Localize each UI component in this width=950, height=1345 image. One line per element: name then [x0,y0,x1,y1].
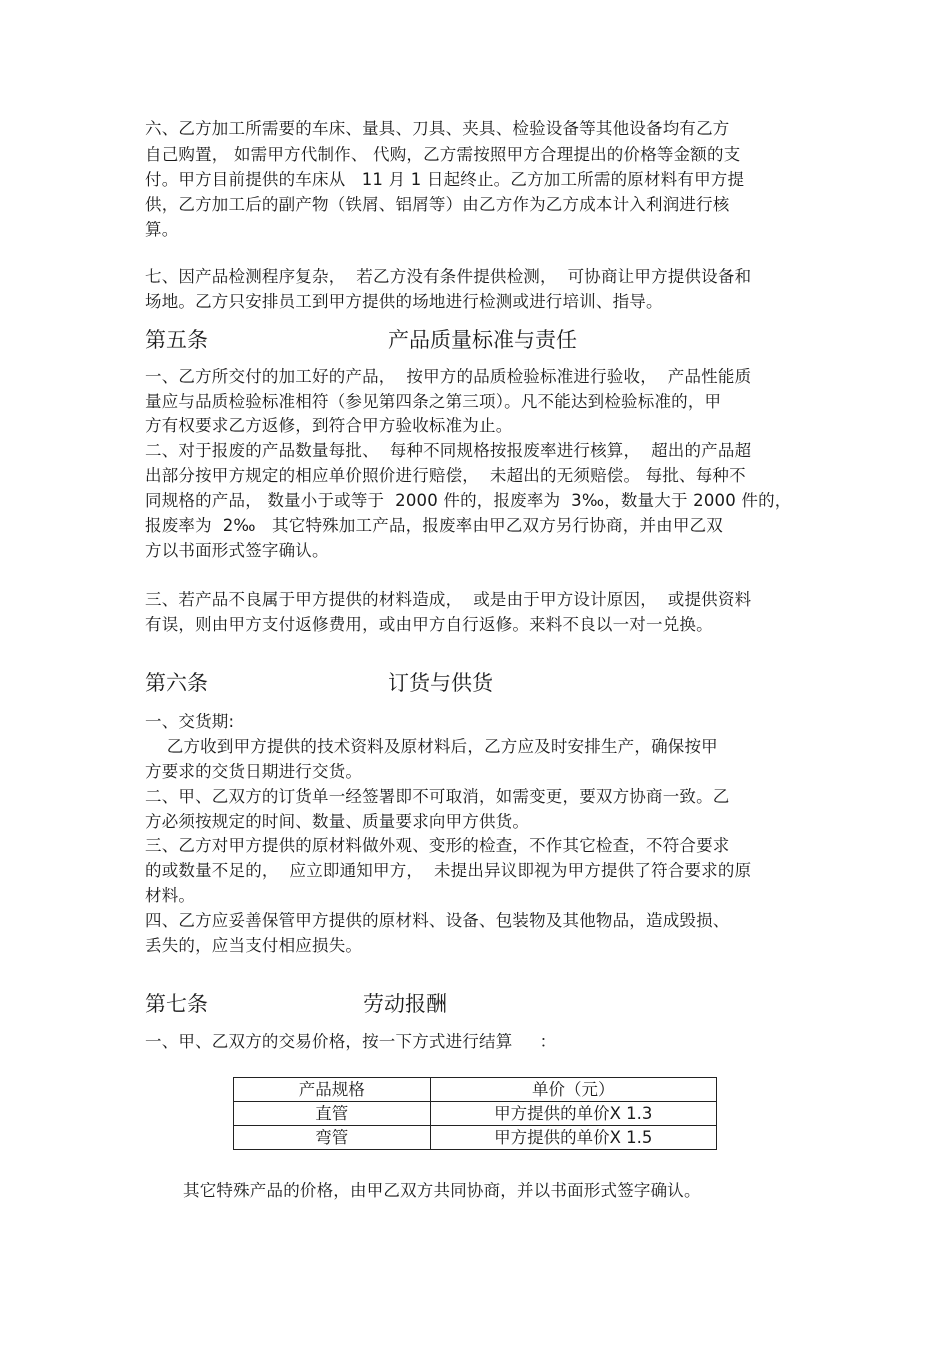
paragraph-line: 场地。乙方只安排员工到甲方提供的场地进行检测或进行培训、指导。 [145,292,663,311]
article-title: 劳动报酬 [363,992,447,1016]
article-number: 第六条 [145,671,208,695]
paragraph-line: 四、乙方应妥善保管甲方提供的原材料、设备、包装物及其他物品，造成毁损、 [145,911,730,930]
paragraph-line: 付。甲方目前提供的车床从 11 月 1 日起终止。乙方加工所需的原材料有甲方提 [145,170,745,189]
table-cell: 弯管 [234,1126,431,1150]
paragraph-line: 同规格的产品， 数量小于或等于 2000 件的，报废率为 3‰，数量大于 2000 件的， [145,491,792,510]
table-header-row [234,1078,717,1102]
table-cell: 甲方提供的单价X 1.5 [430,1126,716,1150]
paragraph-line: 一、甲、乙双方的交易价格，按一下方式进行结算 ： [145,1032,557,1051]
paragraph-line: 二、对于报废的产品数量每批、 每种不同规格按报废率进行核算， 超出的产品超 [145,441,752,460]
paragraph-line: 三、乙方对甲方提供的原材料做外观、变形的检查，不作其它检查，不符合要求 [145,836,730,855]
article-title: 产品质量标准与责任 [388,328,577,352]
paragraph-line: 其它特殊产品的价格，由甲乙双方共同协商，并以书面形式签字确认。 [183,1181,701,1200]
table-cell: 直管 [234,1102,431,1126]
table-header-cell: 产品规格 [234,1078,431,1102]
paragraph-line: 乙方收到甲方提供的技术资料及原材料后，乙方应及时安排生产，确保按甲 [145,737,718,756]
paragraph-line: 二、甲、乙双方的订货单一经签署即不可取消，如需变更，要双方协商一致。乙 [145,787,730,806]
paragraph-line: 材料。 [145,886,196,905]
table-cell: 甲方提供的单价X 1.3 [430,1102,716,1126]
paragraph-line: 三、若产品不良属于甲方提供的材料造成， 或是由于甲方设计原因， 或提供资料 [145,590,752,609]
paragraph-line: 供，乙方加工后的副产物（铁屑、铝屑等）由乙方作为乙方成本计入利润进行核 [145,195,730,214]
paragraph-line: 算。 [145,220,179,239]
paragraph-line: 有误，则由甲方支付返修费用，或由甲方自行返修。来料不良以一对一兑换。 [145,615,713,634]
price-table [233,1077,717,1150]
paragraph-line: 自己购置， 如需甲方代制作、 代购，乙方需按照甲方合理提出的价格等金额的支 [145,145,741,164]
paragraph-line: 方有权要求乙方返修，到符合甲方验收标准为止。 [145,416,513,435]
paragraph-line: 出部分按甲方规定的相应单价照价进行赔偿， 未超出的无须赔偿。 每批、每种不 [145,466,746,485]
paragraph-line: 的或数量不足的， 应立即通知甲方， 未提出异议即视为甲方提供了符合要求的原 [145,861,752,880]
paragraph-line: 方必须按规定的时间、数量、质量要求向甲方供货。 [145,812,530,831]
paragraph-line: 方要求的交货日期进行交货。 [145,762,363,781]
paragraph-line: 六、乙方加工所需要的车床、量具、刀具、夹具、检验设备等其他设备均有乙方 [145,119,730,138]
paragraph-line: 一、交货期: [145,712,235,731]
paragraph-line: 七、因产品检测程序复杂， 若乙方没有条件提供检测， 可协商让甲方提供设备和 [145,267,752,286]
paragraph-line: 方以书面形式签字确认。 [145,541,329,560]
paragraph-line: 量应与品质检验标准相符（参见第四条之第三项）。凡不能达到检验标准的，甲 [145,392,722,411]
paragraph-line: 丢失的，应当支付相应损失。 [145,936,363,955]
paragraph-line: 报废率为 2‰ 其它特殊加工产品，报废率由甲乙双方另行协商，并由甲乙双 [145,516,723,535]
article-number: 第五条 [145,328,208,352]
table-header-cell: 单价（元） [430,1078,716,1102]
article-title: 订货与供货 [388,671,493,695]
paragraph-line: 一、乙方所交付的加工好的产品， 按甲方的品质检验标准进行验收， 产品性能质 [145,367,752,386]
table-row [234,1126,717,1150]
article-number: 第七条 [145,992,208,1016]
table-row [234,1102,717,1126]
